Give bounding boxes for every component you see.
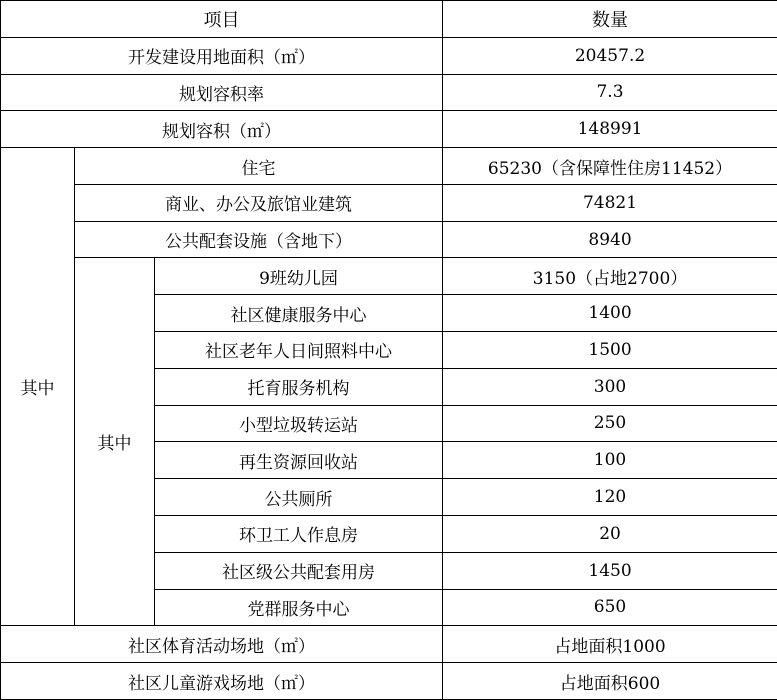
row-label: 社区体育活动场地（㎡） — [1, 626, 443, 663]
row-label: 公共配套设施（含地下） — [75, 221, 443, 258]
table-row — [1, 626, 777, 663]
row-label: 规划容积率 — [1, 74, 443, 111]
row-value: 65230（含保障性住房11452） — [443, 148, 777, 185]
row-value: 650 — [443, 589, 777, 626]
row-label: 小型垃圾转运站 — [155, 405, 443, 442]
row-value: 1400 — [443, 295, 777, 332]
row-value: 8940 — [443, 221, 777, 258]
row-label: 公共厕所 — [155, 479, 443, 516]
row-label: 住宅 — [75, 148, 443, 185]
row-label: 社区级公共配套用房 — [155, 552, 443, 589]
row-value: 100 — [443, 442, 777, 479]
table-row — [1, 663, 777, 700]
row-value: 占地面积600 — [443, 663, 777, 700]
row-value: 250 — [443, 405, 777, 442]
table-row — [1, 74, 777, 111]
row-label: 党群服务中心 — [155, 589, 443, 626]
header-item: 项目 — [1, 1, 443, 38]
row-value: 120 — [443, 479, 777, 516]
table-row — [1, 221, 777, 258]
row-label: 社区老年人日间照料中心 — [155, 332, 443, 369]
table-row — [1, 111, 777, 148]
row-value: 1500 — [443, 332, 777, 369]
subgroup-label-cell: 其中 — [75, 258, 155, 626]
table-row — [1, 37, 777, 74]
row-value: 3150（占地2700） — [443, 258, 777, 295]
row-value: 300 — [443, 368, 777, 405]
table-row — [1, 184, 777, 221]
row-value: 148991 — [443, 111, 777, 148]
row-label: 9班幼儿园 — [155, 258, 443, 295]
header-quantity: 数量 — [443, 1, 777, 38]
row-label: 商业、办公及旅馆业建筑 — [75, 184, 443, 221]
row-label: 开发建设用地面积（㎡） — [1, 37, 443, 74]
row-label: 再生资源回收站 — [155, 442, 443, 479]
row-value: 1450 — [443, 552, 777, 589]
row-value: 20457.2 — [443, 37, 777, 74]
row-label: 托育服务机构 — [155, 368, 443, 405]
row-value: 20 — [443, 515, 777, 552]
row-value: 占地面积1000 — [443, 626, 777, 663]
row-label: 规划容积（㎡） — [1, 111, 443, 148]
group-label-cell: 其中 — [1, 148, 75, 626]
row-label: 社区儿童游戏场地（㎡） — [1, 663, 443, 700]
table-header-row — [1, 1, 777, 38]
table-row — [1, 148, 777, 185]
row-value: 7.3 — [443, 74, 777, 111]
table-row — [1, 258, 777, 295]
row-label: 社区健康服务中心 — [155, 295, 443, 332]
row-value: 74821 — [443, 184, 777, 221]
row-label: 环卫工人作息房 — [155, 515, 443, 552]
